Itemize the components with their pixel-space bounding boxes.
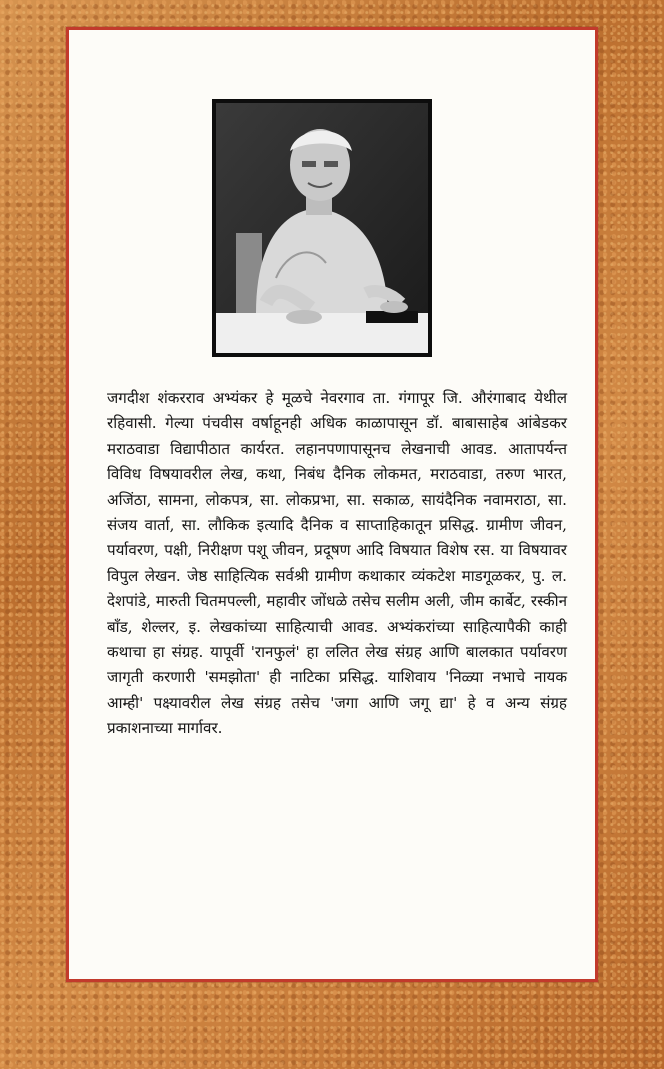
back-cover-card	[66, 27, 598, 982]
author-bio: जगदीश शंकरराव अभ्यंकर हे मूळचे नेवरगाव ता. गंगापूर जि. औरंगाबाद येथील रहिवासी. गेल्या पंचवीस वर्षाहूनही अधिक काळापासून डॉ. बाबासाहेब आंबेडकर मराठवाडा विद्यापीठात कार्यरत. लहानपणापासूनच लेखनाची आवड. आतापर्यन्त विविध विषयावरील लेख, कथा, निबंध दैनिक लोकमत, मराठवाडा, तरुण भारत, अजिंठा, सामना, लोकपत्र, सा. लोकप्रभा, सा. सकाळ, सायंदैनिक नवामराठा, सा. संजय वार्ता, सा. लौकिक इत्यादि दैनिक व साप्ताहिकातून प्रसिद्ध. ग्रामीण जीवन, पर्यावरण, पक्षी, निरीक्षण पशू जीवन, प्रदूषण आदि विषयात विशेष रस. या विषयावर विपुल लेखन. जेष्ठ साहित्यिक सर्वश्री ग्रामीण कथाकार व्यंकटेश माडगूळकर, पु. ल. देशपांडे, मारुती चितमपल्ली, महावीर जोंधळे तसेच सलीम अली, जीम कार्बेट, रस्कीन बाँड, शेल्लर, इ. लेखकांच्या साहित्याची आवड. अभ्यंकरांच्या साहित्यापैकी काही कथाचा हा संग्रह. यापूर्वी 'रानफुलं' हा ललित लेख संग्रह आणि बालकात पर्यावरण जागृती करणारी 'समझोता' ही नाटिका प्रसिद्ध. याशिवाय 'निळ्या नभाचे नायक आम्ही' पक्ष्यावरील लेख संग्रह तसेच 'जगा आणि जगू द्या' हे व अन्य संग्रह प्रकाशनाच्या मार्गावर.	[107, 389, 567, 738]
author-portrait-photo-icon	[216, 103, 428, 353]
author-photo	[212, 99, 432, 357]
